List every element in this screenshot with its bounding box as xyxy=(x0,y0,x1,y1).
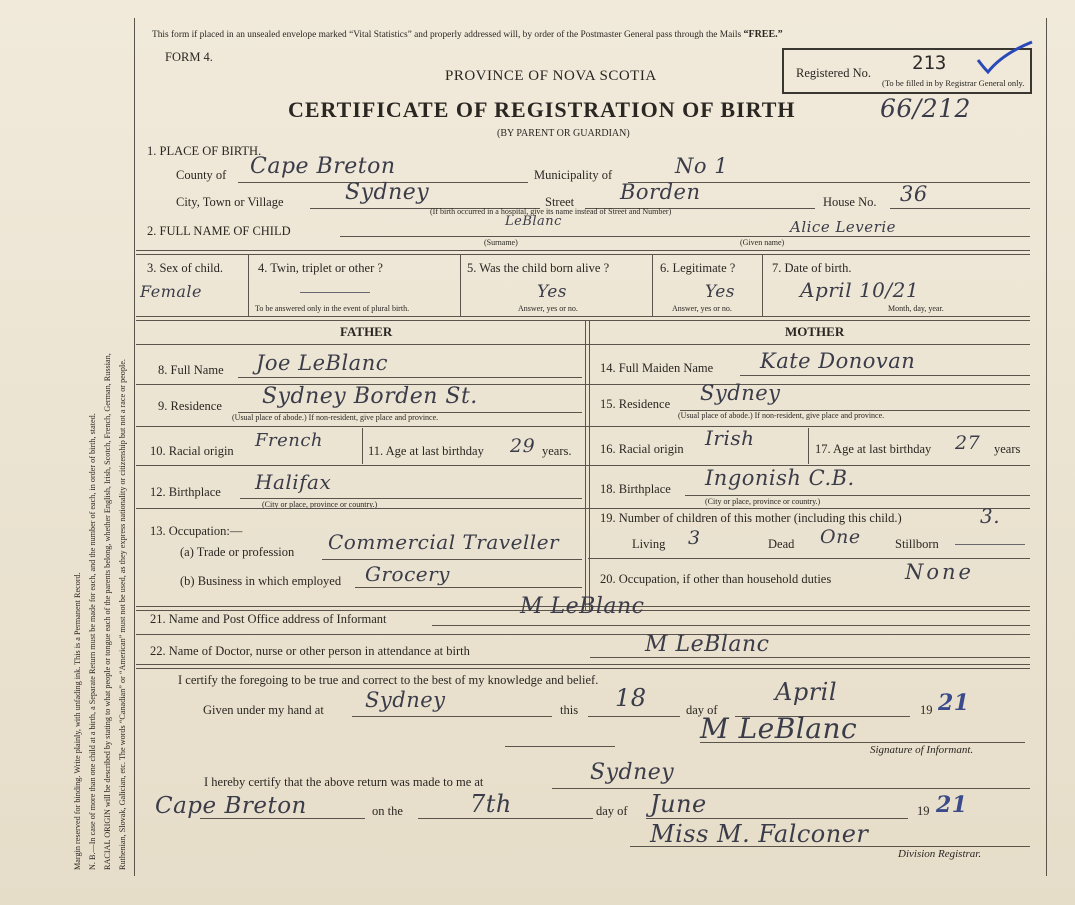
certificate-subtitle: (BY PARENT OR GUARDIAN) xyxy=(497,128,630,139)
father-birthplace-label: 12. Birthplace xyxy=(150,485,221,499)
street-value: Borden xyxy=(620,180,701,204)
father-occupation-label: 13. Occupation:— xyxy=(150,524,243,538)
father-age-value: 29 xyxy=(510,435,536,457)
legitimate-note: Answer, yes or no. xyxy=(672,304,732,313)
registered-no-label: Registered No. xyxy=(796,66,871,80)
father-heading: FATHER xyxy=(340,324,393,339)
given-place-value: Sydney xyxy=(365,688,446,712)
mother-birthplace-value: Ingonish C.B. xyxy=(705,466,855,490)
municipality-label: Municipality of xyxy=(534,168,613,182)
father-age-label: 11. Age at last birthday xyxy=(368,444,484,458)
father-name-label: 8. Full Name xyxy=(158,363,224,377)
father-racial-origin-value: French xyxy=(255,430,324,451)
mother-name-value: Kate Donovan xyxy=(760,349,916,373)
father-residence-value: Sydney Borden St. xyxy=(262,384,478,409)
form-number: FORM 4. xyxy=(165,50,213,64)
certification-day-of-label: day of xyxy=(686,703,718,717)
registrar-year-prefix: 19 xyxy=(917,804,930,818)
mother-occupation-value: None xyxy=(905,560,974,584)
stillborn-label: Stillborn xyxy=(895,537,939,551)
division-registrar-caption: Division Registrar. xyxy=(898,848,982,860)
registrar-on-the-label: on the xyxy=(372,804,403,818)
doctor-value: M LeBlanc xyxy=(645,632,770,657)
child-name-label: 2. FULL NAME OF CHILD xyxy=(147,224,291,238)
sex-label: 3. Sex of child. xyxy=(147,261,224,275)
street-label: Street xyxy=(545,195,575,209)
province-heading: PROVINCE OF NOVA SCOTIA xyxy=(445,68,657,84)
house-label: House No. xyxy=(823,195,877,209)
mother-name-label: 14. Full Maiden Name xyxy=(600,361,714,375)
registered-no-value: 213 xyxy=(912,52,947,74)
twin-note: To be answered only in the event of plural birth. xyxy=(255,304,410,313)
given-name-caption: (Given name) xyxy=(740,238,785,247)
municipality-value: No 1 xyxy=(675,154,729,178)
mother-racial-origin-label: 16. Racial origin xyxy=(600,442,684,456)
alive-label: 5. Was the child born alive ? xyxy=(467,261,610,275)
father-name-value: Joe LeBlanc xyxy=(256,351,388,375)
dead-value: One xyxy=(820,526,861,548)
dob-label: 7. Date of birth. xyxy=(772,261,852,275)
stillborn-value-dash xyxy=(955,544,1025,545)
mother-residence-value: Sydney xyxy=(700,381,781,405)
house-value: 36 xyxy=(900,182,928,206)
dob-note: Month, day, year. xyxy=(888,304,944,313)
place-of-birth-heading: 1. PLACE OF BIRTH. xyxy=(147,144,262,158)
free-notice: “FREE.” xyxy=(743,29,783,40)
mother-years: years xyxy=(994,442,1021,456)
surname-caption: (Surname) xyxy=(484,238,518,247)
mail-notice: This form if placed in an unsealed envelope marked “Vital Statistics” and properly addressed will, by order of the Postmaster General pass through the Mails xyxy=(152,30,742,40)
registrar-day-of-label: day of xyxy=(596,804,628,818)
children-count-label: 19. Number of children of this mother (including this child.) xyxy=(600,511,902,525)
registrar-county-value: Cape Breton xyxy=(155,793,307,819)
legitimate-value: Yes xyxy=(705,282,736,302)
certificate-title: CERTIFICATE OF REGISTRATION OF BIRTH xyxy=(288,97,796,122)
side-note-2: N. B.—In case of more than one child at a birth, a Separate Return must be made for each, and the number of each, in order of birth, stated. xyxy=(88,413,97,870)
side-note-4: Ruthenian, Slovak, Galician, etc. The words “Canadian” or “American” must not be used, as they express nationality or citizenship but not a race or people. xyxy=(118,359,127,870)
left-border xyxy=(134,18,135,876)
registrar-place-value: Sydney xyxy=(590,760,675,785)
legitimate-label: 6. Legitimate ? xyxy=(660,261,736,275)
father-birthplace-value: Halifax xyxy=(255,470,332,494)
doctor-label: 22. Name of Doctor, nurse or other person in attendance at birth xyxy=(150,644,470,658)
mother-residence-label: 15. Residence xyxy=(600,397,671,411)
mother-occupation-label: 20. Occupation, if other than household duties xyxy=(600,572,832,586)
twin-value-dash xyxy=(300,292,370,293)
informant-value: M LeBlanc xyxy=(520,594,645,619)
informant-signature: M LeBlanc xyxy=(700,712,858,745)
alive-value: Yes xyxy=(537,282,568,302)
dead-label: Dead xyxy=(768,537,795,551)
side-note-1: Margin reserved for binding. Write plainly, with unfading ink. This is a Permanent Record. xyxy=(73,572,82,870)
twin-label: 4. Twin, triplet or other ? xyxy=(258,261,383,275)
living-label: Living xyxy=(632,537,666,551)
registrar-month-value: June xyxy=(650,790,707,818)
certification-day-value: 18 xyxy=(615,684,647,712)
right-border xyxy=(1046,18,1047,876)
registrar-certify-text: I hereby certify that the above return was made to me at xyxy=(204,775,484,789)
certification-month-value: April xyxy=(775,678,838,706)
mother-age-value: 27 xyxy=(955,432,981,454)
informant-signature-caption: Signature of Informant. xyxy=(870,744,974,756)
handwritten-registration-number: 66/212 xyxy=(880,94,971,123)
business-label: (b) Business in which employed xyxy=(180,574,342,588)
given-under-label: Given under my hand at xyxy=(203,703,324,717)
father-residence-label: 9. Residence xyxy=(158,399,222,413)
city-label: City, Town or Village xyxy=(176,195,284,209)
county-value: Cape Breton xyxy=(250,154,396,179)
child-surname-value: LeBlanc xyxy=(505,214,562,229)
living-value: 3 xyxy=(688,527,701,549)
father-years: years. xyxy=(542,444,572,458)
certification-text: I certify the foregoing to be true and correct to the best of my knowledge and belief. xyxy=(178,673,599,687)
father-racial-origin-label: 10. Racial origin xyxy=(150,444,234,458)
mother-birthplace-label: 18. Birthplace xyxy=(600,482,671,496)
father-birthplace-note: (City or place, province or country.) xyxy=(262,500,378,509)
sex-value: Female xyxy=(140,282,202,301)
mother-racial-origin-value: Irish xyxy=(705,426,755,450)
side-note-3: RACIAL ORIGIN will be described by stating to what people or tongue each of the parents belong, whether English, Irish, Scotch, French, German, Russian, xyxy=(103,353,112,870)
registrar-year-value: 21 xyxy=(936,792,968,818)
certification-year-prefix: 19 xyxy=(920,703,933,717)
county-label: County of xyxy=(176,168,227,182)
father-residence-note: (Usual place of abode.) If non-resident, give place and province. xyxy=(232,413,439,422)
mother-residence-note: (Usual place of abode.) If non-resident, give place and province. xyxy=(678,411,885,420)
trade-label: (a) Trade or profession xyxy=(180,545,295,559)
mother-heading: MOTHER xyxy=(785,324,845,339)
certification-year-value: 21 xyxy=(938,690,970,716)
hospital-note: (If birth occurred in a hospital, give its name instead of Street and Number) xyxy=(430,207,672,216)
informant-label: 21. Name and Post Office address of Informant xyxy=(150,612,387,626)
children-count-value: 3. xyxy=(980,504,1001,528)
child-given-name-value: Alice Leverie xyxy=(790,218,897,236)
mother-birthplace-note: (City or place, province or country.) xyxy=(705,497,821,506)
alive-note: Answer, yes or no. xyxy=(518,304,578,313)
registrar-general-note: (To be filled in by Registrar General only. xyxy=(882,78,1025,88)
trade-value: Commercial Traveller xyxy=(328,530,560,554)
city-value: Sydney xyxy=(345,180,430,205)
business-value: Grocery xyxy=(365,562,450,586)
blue-checkmark-icon xyxy=(976,40,1036,80)
registrar-day-value: 7th xyxy=(470,790,512,818)
this-label: this xyxy=(560,703,579,717)
mother-age-label: 17. Age at last birthday xyxy=(815,442,932,456)
registrar-signature: Miss M. Falconer xyxy=(650,820,869,848)
dob-value: April 10/21 xyxy=(800,278,920,302)
